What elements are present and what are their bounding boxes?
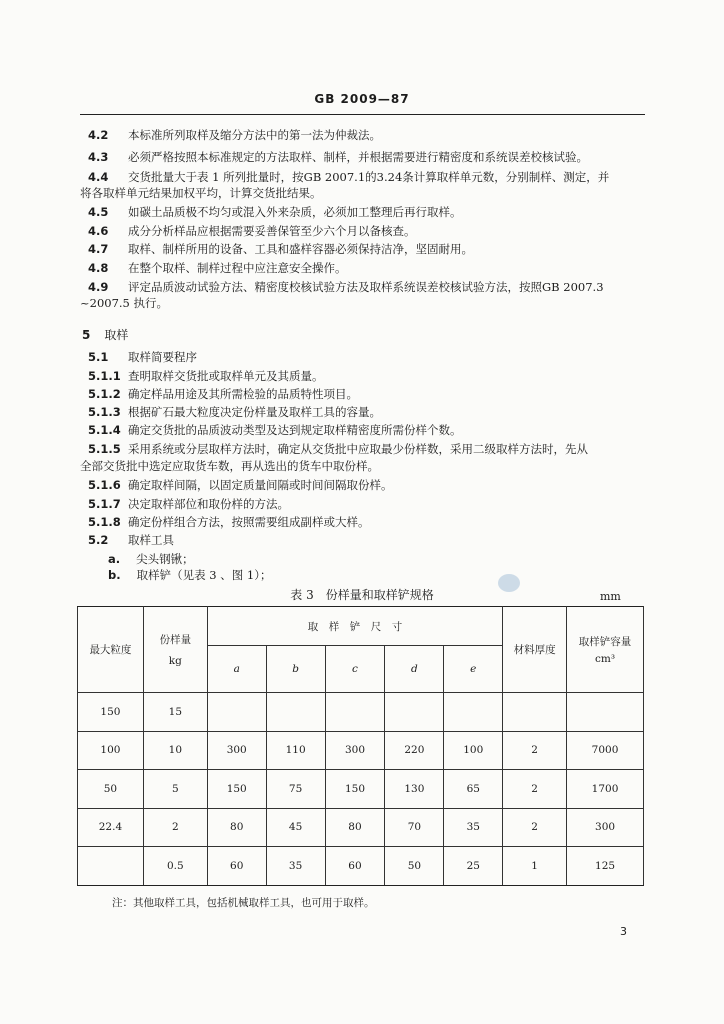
cell-max-size: 22.4 (78, 808, 144, 847)
col-header-max-size: 最大粒度 (78, 607, 144, 693)
spec-table (77, 606, 644, 886)
clause-4-4-continued: 将各取样单元结果加权平均，计算交货批结果。 (80, 186, 322, 200)
table-row (78, 731, 644, 770)
tool-label: b. (108, 568, 121, 582)
cell-increment: 2 (143, 808, 207, 847)
item-number: 5.1.5 (88, 442, 121, 456)
cell-max-size: 100 (78, 731, 144, 770)
item-number: 5.1.2 (88, 387, 121, 401)
cell-increment: 15 (143, 693, 207, 732)
col-header-d: d (385, 646, 444, 693)
tool-a (108, 551, 194, 567)
cell-c: 300 (325, 731, 385, 770)
col-header-b: b (266, 646, 325, 693)
cell-increment: 5 (143, 770, 207, 809)
clause-text: 必须严格按照本标准规定的方法取样、制样，并根据需要进行精密度和系统误差校核试验。 (128, 150, 588, 164)
col-header-increment (143, 607, 207, 693)
cell-d: 220 (385, 731, 444, 770)
item-5-1-5-continued: 全部交货批中选定应取货车数，再从选出的货车中取份样。 (80, 459, 379, 473)
item-number: 5.1.3 (88, 405, 121, 419)
item-text: 采用系统或分层取样方法时，确定从交货批中应取最少份样数，采用二级取样方法时，先从 (128, 442, 588, 456)
cell-b: 35 (266, 847, 325, 886)
item-number: 5.2 (88, 533, 109, 547)
item-text: 确定份样组合方法，按照需要组成副样或大样。 (128, 515, 370, 529)
cell-max-size (78, 847, 144, 886)
item-number: 5.1.4 (88, 423, 121, 437)
item-5-1-2 (88, 387, 643, 401)
cell-capacity: 7000 (567, 731, 644, 770)
item-text: 取样工具 (128, 533, 174, 547)
item-5-1-5 (88, 442, 643, 456)
clause-text: 在整个取样、制样过程中应注意安全操作。 (128, 261, 347, 275)
cell-max-size: 50 (78, 770, 144, 809)
tool-label: a. (108, 552, 121, 566)
table-row (78, 808, 644, 847)
cell-thickness: 2 (503, 808, 567, 847)
table-caption: 表 3 份样量和取样铲规格 (290, 588, 434, 602)
item-text: 确定取样间隔，以固定质量间隔或时间间隔取份样。 (128, 478, 393, 492)
cell-capacity: 125 (567, 847, 644, 886)
cell-capacity: 300 (567, 808, 644, 847)
clause-number: 4.3 (88, 150, 109, 164)
tool-b (108, 567, 271, 583)
item-text: 取样简要程序 (128, 350, 197, 364)
col-header-thickness: 材料厚度 (503, 607, 567, 693)
clause-number: 4.6 (88, 224, 109, 238)
clause-text: 取样、制样所用的设备、工具和盛样容器必须保持洁净，坚固耐用。 (128, 242, 473, 256)
clause-number: 4.4 (88, 170, 109, 184)
capacity-label: 取样铲容量 (578, 636, 632, 648)
table-row (78, 847, 644, 886)
item-5-1-7 (88, 497, 643, 511)
cell-d: 130 (385, 770, 444, 809)
item-text: 查明取样交货批或取样单元及其质量。 (128, 369, 324, 383)
col-header-a: a (207, 646, 266, 693)
item-5-1 (88, 350, 643, 364)
tool-text: 尖头钢锹； (136, 552, 194, 566)
cell-d (385, 693, 444, 732)
col-header-c: c (325, 646, 385, 693)
item-5-1-6 (88, 478, 643, 492)
clause-4-9 (88, 280, 643, 294)
cell-a (207, 693, 266, 732)
clause-text: 成分分析样品应根据需要妥善保管至少六个月以备核查。 (128, 224, 416, 238)
item-number: 5.1.1 (88, 369, 121, 383)
item-number: 5.1.7 (88, 497, 121, 511)
cell-b: 45 (266, 808, 325, 847)
cell-a: 60 (207, 847, 266, 886)
clause-4-2 (88, 128, 643, 142)
section-number: 5 (82, 328, 91, 342)
cell-capacity: 1700 (567, 770, 644, 809)
cell-thickness: 2 (503, 770, 567, 809)
clause-text: 交货批量大于表 1 所列批量时，按GB 2007.1的3.24条计算取样单元数，分别制样、测定，并 (128, 170, 610, 184)
section-title: 取样 (104, 328, 129, 342)
item-5-1-1 (88, 369, 643, 383)
item-number: 5.1.8 (88, 515, 121, 529)
cell-a: 80 (207, 808, 266, 847)
cell-e: 100 (444, 731, 503, 770)
clause-text: 如碳土品质极不均匀或混入外来杂质，必须加工整理后再行取样。 (128, 205, 462, 219)
cell-capacity (567, 693, 644, 732)
cell-b: 75 (266, 770, 325, 809)
cell-c: 60 (325, 847, 385, 886)
cell-d: 50 (385, 847, 444, 886)
clause-4-4 (88, 170, 643, 184)
cell-e: 35 (444, 808, 503, 847)
increment-unit: kg (168, 655, 182, 667)
header-rule (80, 114, 645, 115)
cell-c: 80 (325, 808, 385, 847)
table-unit: mm (600, 590, 621, 603)
cell-thickness: 2 (503, 731, 567, 770)
clause-number: 4.5 (88, 205, 109, 219)
clause-4-9-continued: ~2007.5 执行。 (80, 296, 169, 310)
item-5-1-8 (88, 515, 643, 529)
clause-4-8 (88, 261, 643, 275)
item-5-1-4 (88, 423, 643, 437)
cell-e (444, 693, 503, 732)
col-header-capacity (567, 607, 644, 693)
clause-number: 4.9 (88, 280, 109, 294)
item-5-1-3 (88, 405, 643, 419)
item-number: 5.1.6 (88, 478, 121, 492)
cell-thickness: 1 (503, 847, 567, 886)
item-text: 确定样品用途及其所需检验的品质特性项目。 (128, 387, 358, 401)
table-note: 注：其他取样工具，包括机械取样工具，也可用于取样。 (112, 897, 375, 909)
col-header-dimensions: 取 样 铲 尺 寸 (207, 607, 502, 646)
cell-c (325, 693, 385, 732)
cell-a: 150 (207, 770, 266, 809)
cell-c: 150 (325, 770, 385, 809)
table-header-row (78, 607, 644, 646)
cell-b: 110 (266, 731, 325, 770)
page-header: GB 2009—87 (314, 92, 410, 106)
cell-thickness (503, 693, 567, 732)
clause-4-5 (88, 205, 643, 219)
clause-number: 4.7 (88, 242, 109, 256)
capacity-unit: cm³ (595, 653, 616, 665)
cell-b (266, 693, 325, 732)
clause-4-6 (88, 224, 643, 238)
cell-a: 300 (207, 731, 266, 770)
item-text: 决定取样部位和取份样的方法。 (128, 497, 289, 511)
item-text: 根据矿石最大粒度决定份样量及取样工具的容量。 (128, 405, 381, 419)
cell-d: 70 (385, 808, 444, 847)
clause-number: 4.2 (88, 128, 109, 142)
table-row (78, 770, 644, 809)
cell-increment: 0.5 (143, 847, 207, 886)
section-5-heading (82, 326, 128, 343)
col-header-e: e (444, 646, 503, 693)
tool-text: 取样铲（见表 3 、图 1）； (136, 568, 272, 582)
clause-4-7 (88, 242, 643, 256)
clause-4-3 (88, 150, 643, 164)
clause-text: 评定品质波动试验方法、精密度校核试验方法及取样系统误差校核试验方法，按照GB 2007.3 (128, 280, 604, 294)
table-row (78, 693, 644, 732)
cell-e: 65 (444, 770, 503, 809)
clause-number: 4.8 (88, 261, 109, 275)
increment-label: 份样量 (159, 634, 192, 646)
page-number: 3 (620, 925, 627, 938)
clause-text: 本标准所列取样及缩分方法中的第一法为仲裁法。 (128, 128, 381, 142)
item-text: 确定交货批的品质波动类型及达到规定取样精密度所需份样个数。 (128, 423, 462, 437)
cell-max-size: 150 (78, 693, 144, 732)
cell-e: 25 (444, 847, 503, 886)
item-number: 5.1 (88, 350, 109, 364)
cell-increment: 10 (143, 731, 207, 770)
item-5-2 (88, 533, 643, 547)
